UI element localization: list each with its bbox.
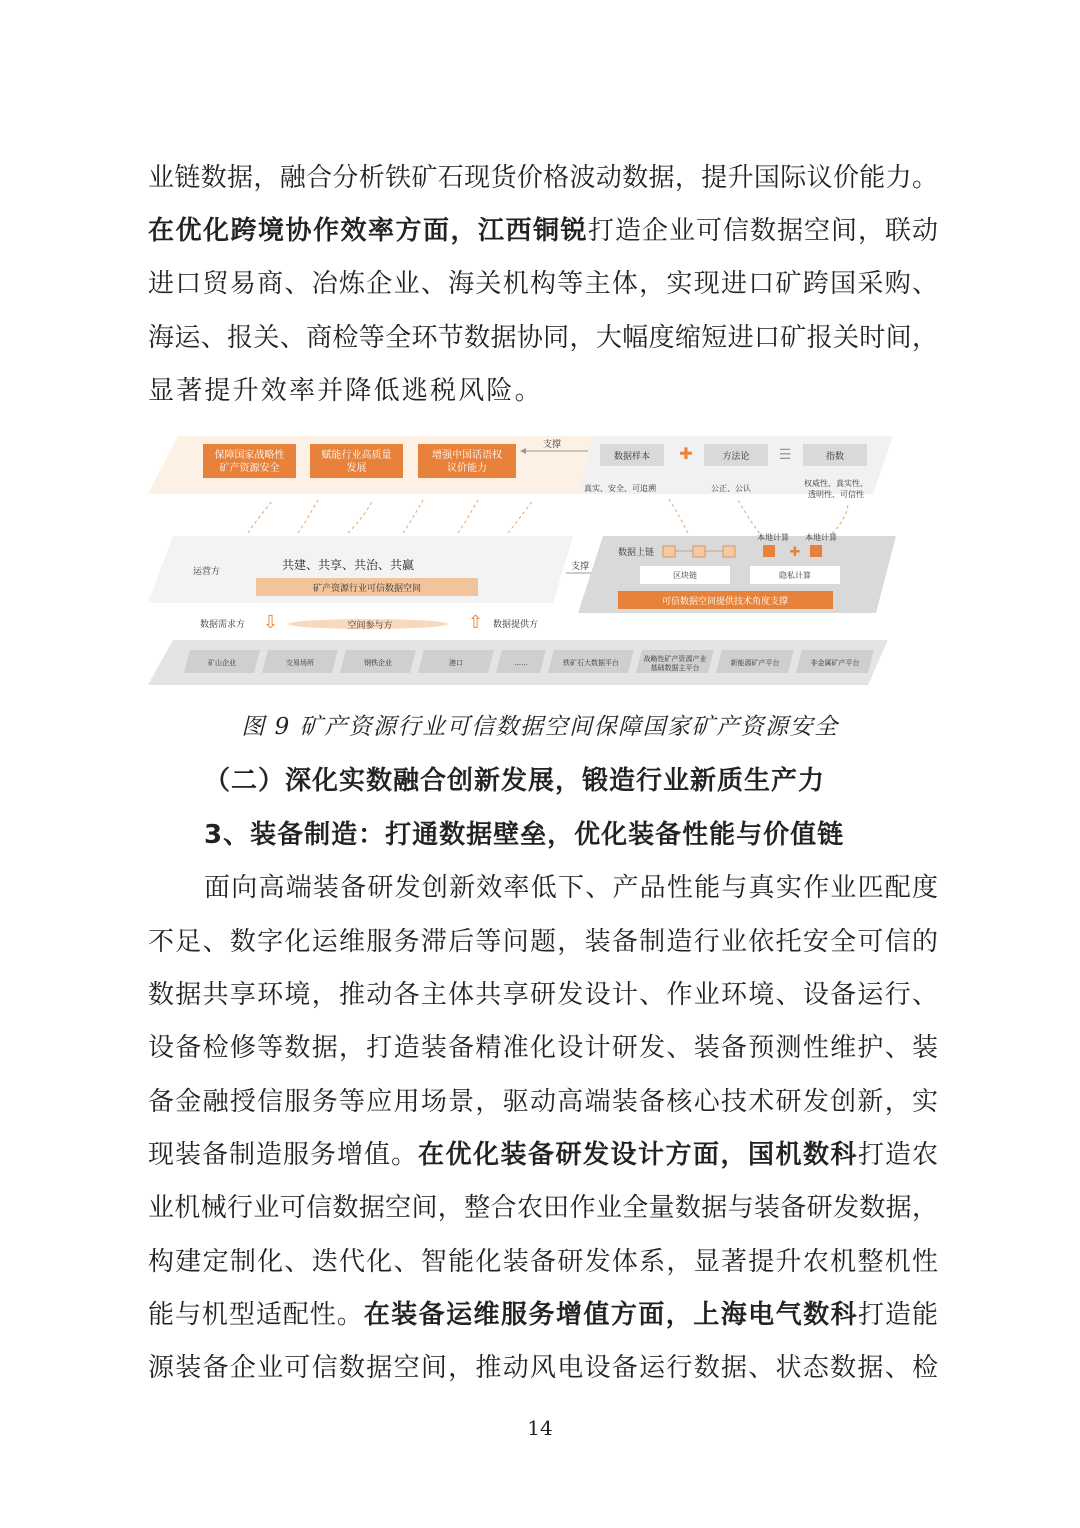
text-run: 打造企业可信数据空间，联动 <box>587 216 938 246</box>
principle-3: 指数 <box>825 452 845 462</box>
paragraph-line: 进口贸易商、冶炼企业、海关机构等主体，实现进口矿跨国采购、 <box>148 269 938 299</box>
svg-text:议价能力 <box>447 461 487 474</box>
paragraph-line: 数据共享环境，推动各主体共享研发设计、作业环境、设备运行、 <box>148 980 938 1010</box>
figure-caption: 图 9 矿产资源行业可信数据空间保障国家矿产资源安全 <box>241 714 839 740</box>
paragraph-line: 源装备企业可信数据空间，推动风电设备运行数据、状态数据、检 <box>148 1353 938 1383</box>
paragraph-line: 显著提升效率并降低逃税风险。 <box>148 376 543 406</box>
bold-phrase: 在装备运维服务增值方面，上海电气数科 <box>363 1300 859 1330</box>
svg-text:基础数据主平台 <box>651 663 700 672</box>
bottom-item-5: …… <box>514 659 528 667</box>
svg-text:保障国家战略性 <box>215 448 285 461</box>
principle-2: 方法论 <box>722 452 750 462</box>
principle-1: 数据样本 <box>613 452 651 462</box>
dashed-arrows <box>248 498 848 538</box>
up-arrow-icon: ⇧ <box>468 612 484 633</box>
data-onchain-label: 数据上链 <box>618 548 655 558</box>
principle-note-1: 真实、安全、可追溯 <box>584 484 656 493</box>
text-run: 现装备制造服务增值。 <box>148 1140 418 1170</box>
top-box-1-text-line1: 保障国家战略性 <box>214 450 285 461</box>
svg-text:增强中国话语权 <box>432 448 502 461</box>
db-icon-2 <box>810 545 822 557</box>
top-box-3-text-line2: 议价能力 <box>447 463 487 474</box>
top-box-1-text-line2: 矿产资源安全 <box>219 463 280 474</box>
bottom-item-2: 交易场所 <box>286 659 314 667</box>
support-label-top: 支撑 <box>542 440 562 450</box>
bottom-item-8: 新能源矿产平台 <box>730 659 780 667</box>
principle-note-3-line2: 透明性、可信性 <box>808 490 864 499</box>
down-arrow-icon: ⇩ <box>263 612 279 633</box>
bottom-item-6: 铁矿石大数据平台 <box>563 659 619 667</box>
text-run: 打造农 <box>857 1140 938 1170</box>
top-box-3-text-line1: 增强中国话语权 <box>432 450 502 461</box>
paragraph-line: 业链数据，融合分析铁矿石现货价格波动数据，提升国际议价能力。 <box>148 163 938 193</box>
db-icon-1 <box>763 545 775 557</box>
svg-text:透明性、可信性 <box>808 489 864 499</box>
paragraph-line <box>148 1137 938 1173</box>
paragraph-line: 不足、数字化运维服务滞后等问题，装备制造行业依托安全可信的 <box>148 927 938 957</box>
text-run: 能与机型适配性。 <box>148 1300 364 1330</box>
section-heading: （二）深化实数融合创新发展，锻造行业新质生产力 <box>204 766 826 796</box>
supply-side-label: 数据提供方 <box>493 620 539 630</box>
blockchain-label: 区块链 <box>673 571 697 580</box>
top-box-2 <box>310 444 403 478</box>
svg-text:发展 <box>347 461 367 474</box>
principle-note-3-line1: 权威性、真实性、 <box>804 479 868 488</box>
tech-support-label: 可信数据空间提供技术角度支撑 <box>661 597 789 607</box>
paragraph-line: 设备检修等数据，打造装备精准化设计研发、装备预测性维护、装 <box>148 1033 938 1063</box>
text-run: 打造能 <box>858 1300 938 1330</box>
space-name: 矿产资源行业可信数据空间 <box>312 584 422 594</box>
local-compute-2: 本地计算 <box>805 533 837 542</box>
local-compute-1: 本地计算 <box>757 533 789 542</box>
participants-label: 空间参与方 <box>347 621 393 631</box>
principle-note-2: 公正、公认 <box>711 484 751 493</box>
svg-text:权威性、真实性、 <box>804 478 868 488</box>
support-label-mid: 支撑 <box>570 562 590 572</box>
bold-phrase: 在优化装备研发设计方面，国机数科 <box>417 1140 858 1170</box>
privacy-label: 隐私计算 <box>779 571 811 580</box>
paragraph-line: 海运、报关、商检等全环节数据协同，大幅度缩短进口矿报关时间， <box>148 323 938 353</box>
page-number: 14 <box>527 1416 553 1440</box>
paragraph-line: 面向高端装备研发创新效率低下、产品性能与真实作业匹配度 <box>204 873 938 903</box>
bottom-item-7-line2: 基础数据主平台 <box>650 664 700 672</box>
bottom-item-9: 非金属矿产平台 <box>810 659 860 667</box>
plus-icon: ✚ <box>679 444 693 463</box>
bottom-item-1: 矿山企业 <box>208 659 236 667</box>
bottom-item-4: 港口 <box>449 659 463 667</box>
top-box-2-text-line1: 赋能行业高质量 <box>321 450 392 461</box>
paragraph-line: 构建定制化、迭代化、智能化装备研发体系，显著提升农机整机性 <box>148 1247 938 1277</box>
paragraph-line: 业机械行业可信数据空间，整合农田作业全量数据与装备研发数据， <box>148 1193 938 1223</box>
paragraph-line <box>148 213 938 249</box>
svg-text:战略性矿产资源产业 <box>644 654 707 663</box>
top-box-2-text-line2: 发展 <box>346 463 367 474</box>
paragraph-line: 备金融授信服务等应用场景，驱动高端装备核心技术研发创新，实 <box>148 1087 938 1117</box>
subsection-heading: 3、装备制造：打通数据壁垒，优化装备性能与价值链 <box>204 820 845 850</box>
equals-icon: ☰ <box>778 447 792 463</box>
operator-label: 运营方 <box>193 567 221 577</box>
top-box-1 <box>203 444 296 478</box>
bold-phrase: 在优化跨境协作效率方面，江西铜锐 <box>148 216 588 246</box>
svg-text:矿产资源安全 <box>220 461 280 474</box>
chain-blocks <box>663 546 735 557</box>
shared-slogan: 共建、共享、共治、共赢 <box>281 558 415 572</box>
plus-icon-2: ✚ <box>789 545 801 560</box>
top-box-3 <box>418 444 516 478</box>
svg-text:赋能行业高质量 <box>322 448 392 461</box>
paragraph-line <box>148 1297 938 1333</box>
figure-diagram <box>148 428 896 690</box>
bottom-item-7-line1: 战略性矿产资源产业 <box>643 655 707 663</box>
demand-side-label: 数据需求方 <box>200 620 246 630</box>
bottom-item-3: 钢铁企业 <box>364 659 392 667</box>
